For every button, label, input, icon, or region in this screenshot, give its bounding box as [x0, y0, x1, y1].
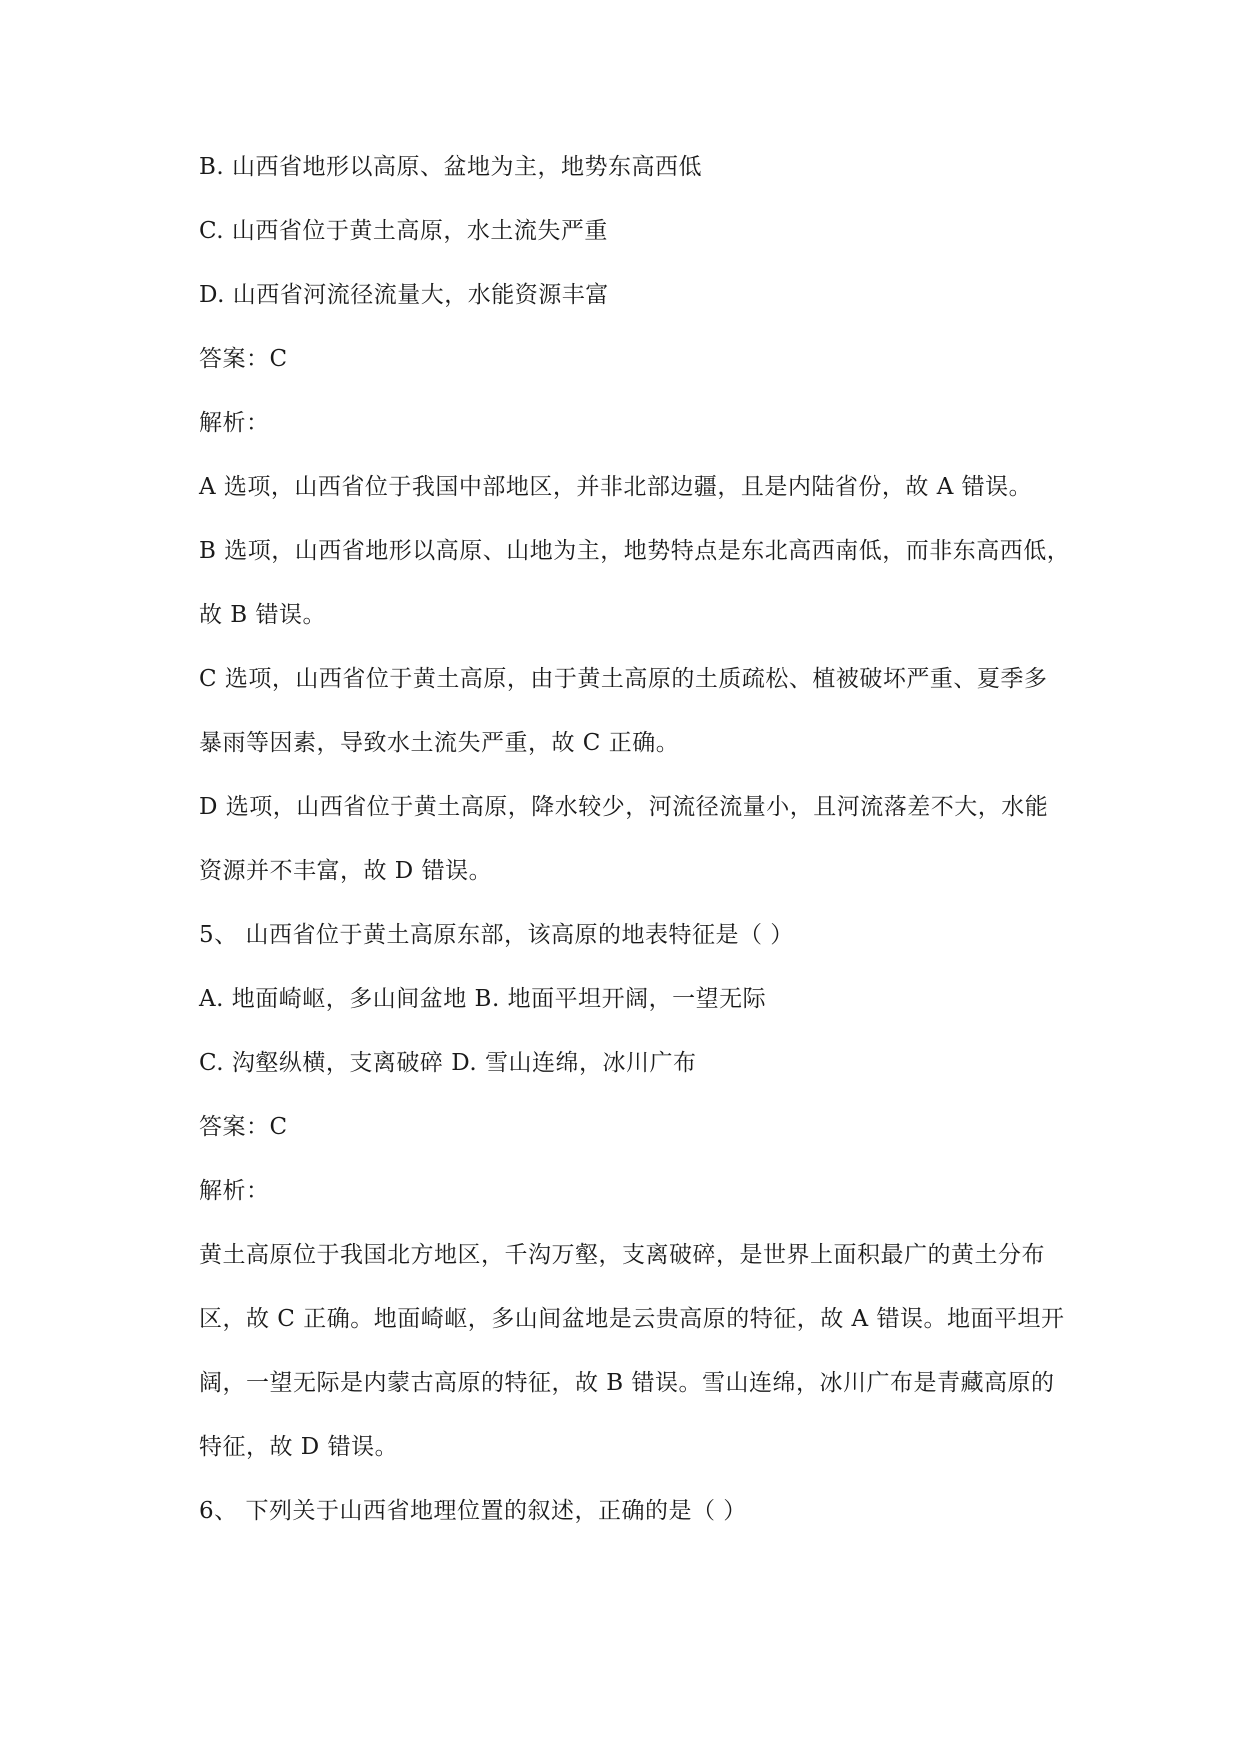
question-5-options-ab: A. 地面崎岖，多山间盆地 B. 地面平坦开阔，一望无际 — [199, 986, 767, 1012]
analysis-text: D 选项，山西省位于黄土高原，降水较少，河流径流量小，且河流落差不大，水能 — [199, 794, 1049, 820]
analysis-text: 暴雨等因素，导致水土流失严重，故 C 正确。 — [199, 730, 680, 756]
analysis-text: 阔，一望无际是内蒙古高原的特征，故 B 错误。雪山连绵，冰川广布是青藏高原的 — [199, 1370, 1055, 1396]
analysis-text: B 选项，山西省地形以高原、山地为主，地势特点是东北高西南低，而非东高西低， — [199, 538, 1071, 564]
analysis-text: 特征，故 D 错误。 — [199, 1434, 399, 1460]
option-d-line: D. 山西省河流径流量大，水能资源丰富 — [199, 282, 609, 308]
question-6: 6、 下列关于山西省地理位置的叙述，正确的是（ ） — [199, 1498, 747, 1524]
analysis-heading: 解析： — [199, 410, 270, 436]
answer-line: 答案：C — [199, 1114, 288, 1140]
analysis-heading: 解析： — [199, 1178, 270, 1204]
option-c-line: C. 山西省位于黄土高原，水土流失严重 — [199, 218, 608, 244]
option-b-line: B. 山西省地形以高原、盆地为主，地势东高西低 — [199, 154, 703, 180]
answer-line: 答案：C — [199, 346, 288, 372]
analysis-text: 故 B 错误。 — [199, 602, 327, 628]
analysis-text: 资源并不丰富，故 D 错误。 — [199, 858, 493, 884]
analysis-text: C 选项，山西省位于黄土高原，由于黄土高原的土质疏松、植被破坏严重、夏季多 — [199, 666, 1048, 692]
analysis-text: 区，故 C 正确。地面崎岖，多山间盆地是云贵高原的特征，故 A 错误。地面平坦开 — [199, 1306, 1065, 1332]
question-5-options-cd: C. 沟壑纵横，支离破碎 D. 雪山连绵，冰川广布 — [199, 1050, 697, 1076]
question-5: 5、 山西省位于黄土高原东部，该高原的地表特征是（ ） — [199, 922, 794, 948]
analysis-text: 黄土高原位于我国北方地区，千沟万壑，支离破碎，是世界上面积最广的黄土分布 — [199, 1242, 1045, 1268]
analysis-text: A 选项，山西省位于我国中部地区，并非北部边疆，且是内陆省份，故 A 错误。 — [199, 474, 1033, 500]
